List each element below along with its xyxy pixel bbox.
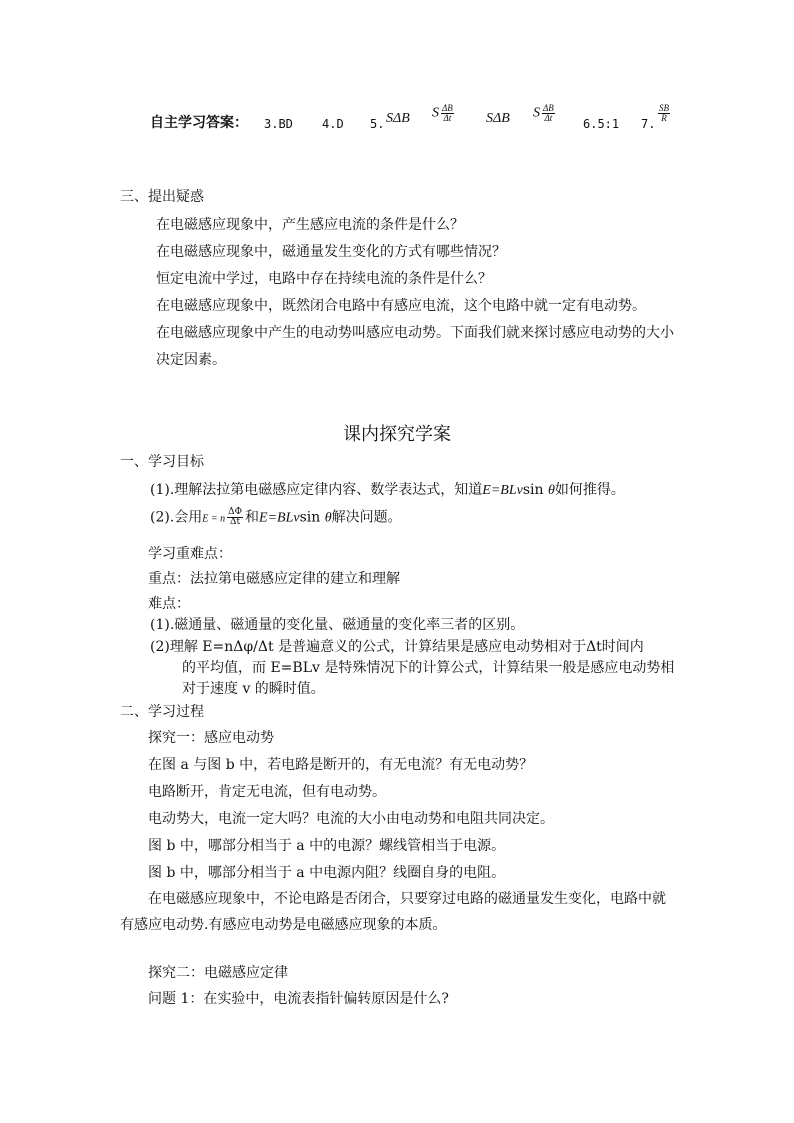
doubt-line: 在电磁感应现象中产生的电动势叫感应电动势。下面我们就来探讨感应电动势的大小 <box>156 325 674 341</box>
explore-1: 探究一：感应电动势 <box>148 730 274 746</box>
answer-6: 6.5:1 <box>583 117 620 131</box>
answer-5-expr-2: S $\frac{\Delta B}{\Delta t}$ <box>432 103 453 123</box>
key-focus: 重点：法拉第电磁感应定律的建立和理解 <box>148 571 400 587</box>
answer-7-expr <box>656 104 672 123</box>
key-difficulty: 难点： <box>148 596 190 612</box>
process-heading: 二、学习过程 <box>120 704 204 720</box>
process-line: 电动势大，电流一定大吗？电流的大小由电动势和电阻共同决定。 <box>148 811 554 827</box>
page-title: 课内探究学案 <box>343 424 451 445</box>
answer-5: 5. <box>370 117 385 131</box>
doubt-line: 在电磁感应现象中，磁通量发生变化的方式有哪些情况？ <box>156 244 506 260</box>
process-line: 在图 a 与图 b 中，若电路是断开的，有无电流？有无电动势？ <box>148 757 534 773</box>
answer-4: 4.D <box>322 117 344 131</box>
process-para-1: 在电磁感应现象中，不论电路是否闭合，只要穿过电路的磁通量发生变化，电路中就 <box>148 891 666 907</box>
doubt-line: 在电磁感应现象中，既然闭合电路中有感应电流，这个电路中就一定有电动势。 <box>156 298 646 314</box>
doubt-line: 恒定电流中学过，电路中存在持续电流的条件是什么？ <box>156 271 492 287</box>
goals-heading: 一、学习目标 <box>120 454 204 470</box>
answer-3: 3.BD <box>264 117 293 131</box>
answer-7: 7. <box>641 117 656 131</box>
answer-5-expr-1: SΔB <box>386 111 410 126</box>
process-line: 电路断开，肯定无电流，但有电动势。 <box>148 784 386 800</box>
section-doubts-heading: 三、提出疑惑 <box>120 189 204 205</box>
goal-2: (2).会用E = n $\frac{\Delta\Phi}{\Delta t}$ 和E=BLvsin θ解决问题。 <box>150 507 402 527</box>
process-line: 图 b 中，哪部分相当于 a 中的电源？螺线管相当于电源。 <box>148 838 506 854</box>
key-heading: 学习重难点： <box>148 546 232 562</box>
fraction-db-dt: $\frac{\Delta B}{\Delta t}$ <box>442 103 453 123</box>
explore-2: 探究二：电磁感应定律 <box>148 965 288 981</box>
difficulty-2b: 的平均值，而 E=BLv 是特殊情况下的计算公式，计算结果一般是感应电动势相 <box>182 660 675 676</box>
fraction-db-dt-2: $\frac{\Delta B}{\Delta t}$ <box>543 103 554 123</box>
answer-5-expr-3: SΔB <box>486 111 510 126</box>
doubt-line: 在电磁感应现象中，产生感应电流的条件是什么？ <box>156 217 464 233</box>
answers-label: 自主学习答案： <box>150 115 248 131</box>
difficulty-2c: 对于速度 v 的瞬时值。 <box>182 681 325 697</box>
process-line: 图 b 中，哪部分相当于 a 中电源内阻？线圈自身的电阻。 <box>148 865 506 881</box>
self-study-answers <box>150 114 248 132</box>
goal-1: (1).理解法拉第电磁感应定律内容、数学表达式，知道E=BLvsin θ如何推得。 <box>150 482 625 498</box>
fraction-dphi-dt: $\frac{\Delta\Phi}{\Delta t}$ <box>228 507 243 527</box>
answer-5-expr-4: S $\frac{\Delta B}{\Delta t}$ <box>533 103 554 123</box>
doubt-line: 决定因素。 <box>156 352 226 368</box>
process-para-2: 有感应电动势.有感应电动势是电磁感应现象的本质。 <box>120 917 447 933</box>
fraction-sb-r: $\frac{SB}{R}$ <box>659 103 669 123</box>
difficulty-2a: (2)理解 E=nΔφ/Δt 是普遍意义的公式，计算结果是感应电动势相对于Δt时间内 <box>150 639 644 655</box>
difficulty-1: (1).磁通量、磁通量的变化量、磁通量的变化率三者的区别。 <box>150 617 525 633</box>
question-1: 问题 1：在实验中，电流表指针偏转原因是什么? <box>148 991 449 1007</box>
